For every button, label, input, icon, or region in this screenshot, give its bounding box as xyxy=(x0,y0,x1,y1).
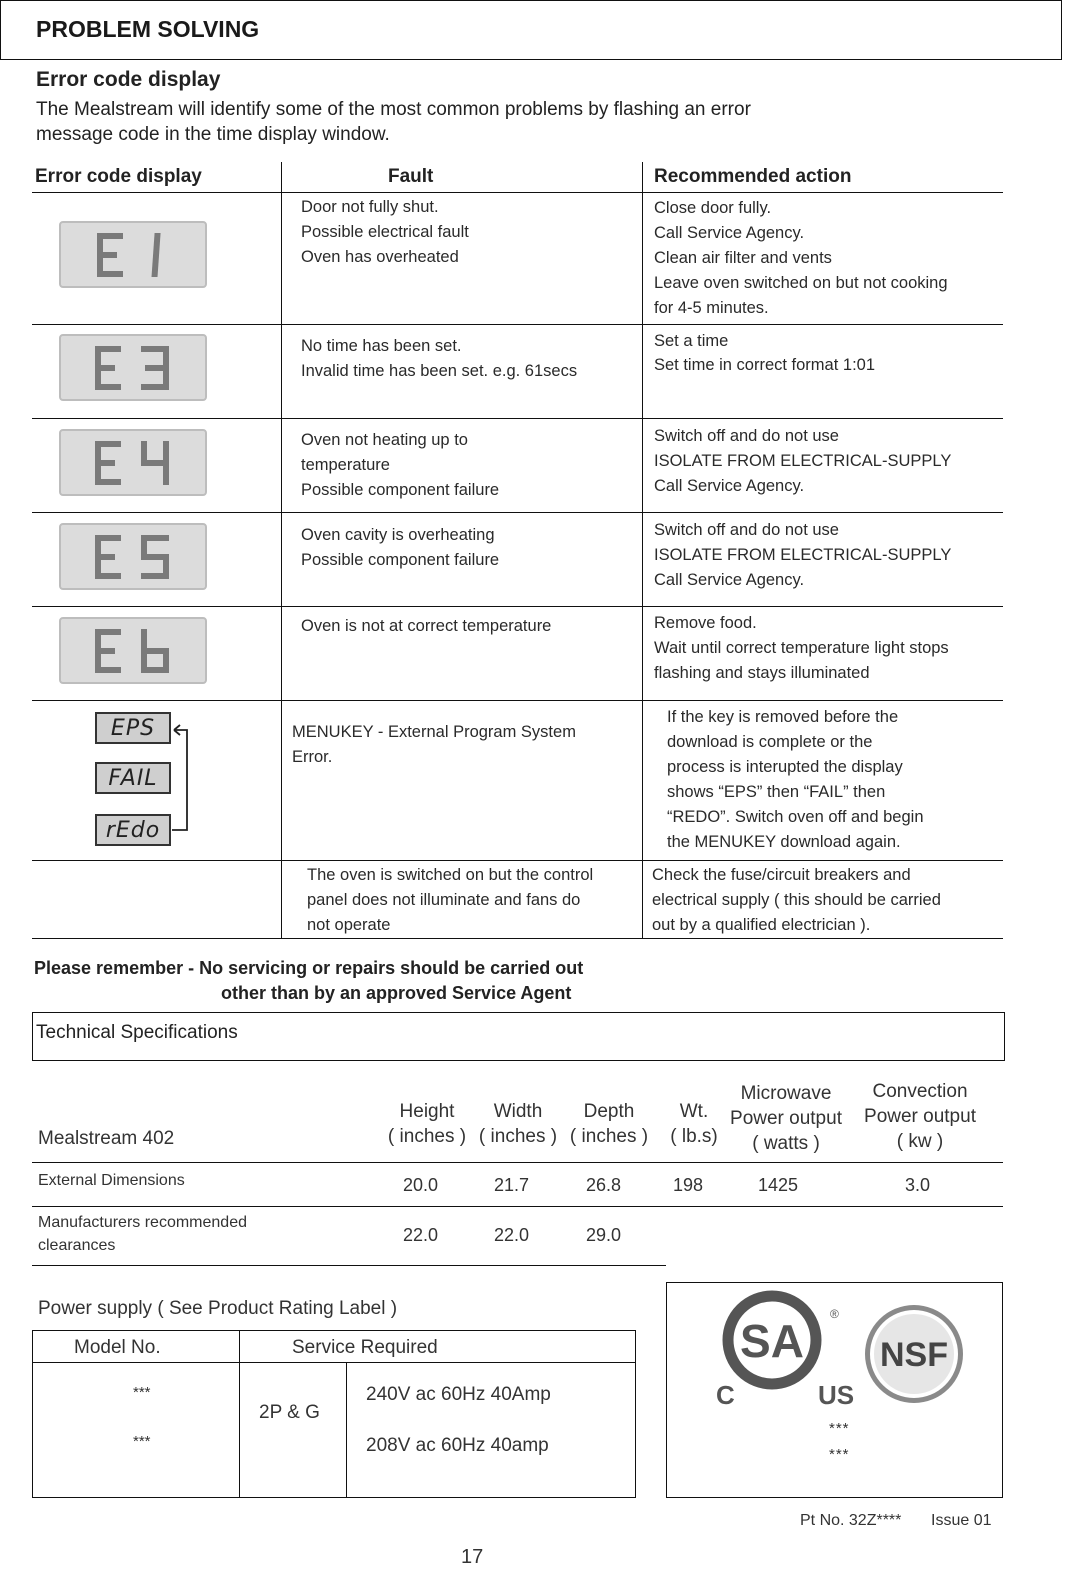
lcd-glyphs xyxy=(83,435,183,491)
error-code-display-e1 xyxy=(59,221,207,288)
service-value: 208V ac 60Hz 40amp xyxy=(366,1435,549,1456)
action-line: the MENUKEY download again. xyxy=(667,833,901,851)
action-cell xyxy=(654,424,951,499)
service-warning-line2: other than by an approved Service Agent xyxy=(221,983,572,1003)
fault-line: MENUKEY - External Program System xyxy=(292,723,576,741)
action-line: ISOLATE FROM ELECTRICAL-SUPPLY xyxy=(654,546,952,564)
spec-col-unit: ( inches ) xyxy=(387,1126,467,1147)
csa-mark: SA xyxy=(740,1315,804,1367)
table-divider xyxy=(239,1330,240,1498)
spec-value: 26.8 xyxy=(586,1175,622,1195)
table-divider xyxy=(642,162,643,938)
spec-value: 29.0 xyxy=(586,1225,622,1245)
table-rule xyxy=(32,192,1003,193)
lcd-glyphs xyxy=(83,529,183,585)
service-warning-line1: Please remember - No servicing or repairs should be carried out xyxy=(34,958,584,978)
spec-col-weight xyxy=(664,1099,724,1149)
spec-col-name: Height xyxy=(399,1101,455,1122)
table-rule xyxy=(32,1362,636,1363)
header-recommended-action: Recommended action xyxy=(654,166,852,187)
fault-line: Oven not heating up to xyxy=(301,431,468,449)
action-line: Set a time xyxy=(654,332,729,350)
header-model-no: Model No. xyxy=(74,1337,161,1358)
csa-c: C xyxy=(716,1380,735,1410)
display-fail: FAIL xyxy=(95,762,171,794)
fault-line: not operate xyxy=(307,916,391,934)
fault-line: Oven cavity is overheating xyxy=(301,526,495,544)
spec-row-label: External Dimensions xyxy=(38,1172,185,1189)
action-line: shows “EPS” then “FAIL” then xyxy=(667,783,886,801)
fault-line: Possible component failure xyxy=(301,481,500,499)
spec-col-unit: ( inches ) xyxy=(478,1126,558,1147)
action-cell xyxy=(654,611,949,686)
table-rule xyxy=(32,700,1003,701)
fault-line: Invalid time has been set. e.g. 61secs xyxy=(301,362,578,380)
table-rule xyxy=(32,606,1003,607)
action-line: If the key is removed before the xyxy=(667,708,899,726)
table-rule xyxy=(32,418,1003,419)
action-line: “REDO”. Switch oven off and begin xyxy=(667,808,924,826)
fault-line: Error. xyxy=(292,748,333,766)
fault-line: Possible component failure xyxy=(301,551,500,569)
spec-row-label-line: Manufacturers recommended xyxy=(38,1214,247,1231)
spec-col-name: Wt. xyxy=(679,1101,709,1122)
spec-col-name: Power output xyxy=(730,1108,842,1129)
action-cell xyxy=(652,863,941,938)
cert-code: *** xyxy=(829,1446,850,1463)
spec-col-convection xyxy=(858,1079,982,1154)
lcd-glyphs xyxy=(83,340,183,396)
fault-line: panel does not illuminate and fans do xyxy=(307,891,581,909)
display-redo: rEdo xyxy=(95,814,171,846)
csa-logo-icon xyxy=(710,1290,860,1410)
action-line: download is complete or the xyxy=(667,733,873,751)
model-number: *** xyxy=(133,1433,151,1450)
fault-line: Possible electrical fault xyxy=(301,223,469,241)
fault-cell xyxy=(301,428,499,503)
fault-cell xyxy=(301,195,469,270)
spec-col-height xyxy=(382,1099,472,1149)
spec-col-name: Depth xyxy=(583,1101,635,1122)
spec-row-label-line: clearances xyxy=(38,1237,116,1254)
fault-line: temperature xyxy=(301,456,390,474)
lcd-glyphs xyxy=(83,227,183,283)
spec-col-unit: ( kw ) xyxy=(896,1131,944,1152)
part-number: Pt No. 32Z**** xyxy=(800,1512,902,1529)
action-line: Call Service Agency. xyxy=(654,224,805,242)
spec-value: 198 xyxy=(673,1175,704,1195)
spec-col-name: Microwave xyxy=(740,1083,832,1104)
action-line: Clean air filter and vents xyxy=(654,249,832,267)
poles-value: 2P & G xyxy=(259,1402,320,1423)
fault-cell xyxy=(301,523,499,573)
error-code-display-e3 xyxy=(59,334,207,401)
spec-value: 20.0 xyxy=(403,1175,439,1195)
spec-col-name: Convection xyxy=(872,1081,968,1102)
table-rule xyxy=(32,1206,1003,1207)
spec-col-name: Power output xyxy=(864,1106,976,1127)
nsf-logo-icon xyxy=(862,1302,966,1406)
table-rule xyxy=(32,938,1003,939)
tech-spec-title: Technical Specifications xyxy=(36,1022,238,1043)
spec-value: 1425 xyxy=(758,1175,799,1195)
spec-row-label xyxy=(38,1211,247,1257)
spec-value: 22.0 xyxy=(403,1225,439,1245)
spec-col-name: Width xyxy=(493,1101,543,1122)
intro-line: The Mealstream will identify some of the most common problems by flashing an error xyxy=(36,99,751,120)
fault-line: Oven is not at correct temperature xyxy=(301,617,552,635)
header-service-required: Service Required xyxy=(292,1337,438,1358)
error-section-intro xyxy=(36,97,856,147)
csa-us: US xyxy=(818,1380,855,1410)
fault-cell xyxy=(307,863,593,938)
spec-col-unit: ( watts ) xyxy=(752,1133,820,1154)
nsf-mark: NSF xyxy=(880,1336,948,1374)
action-cell xyxy=(654,196,948,321)
fault-line: The oven is switched on but the control xyxy=(307,866,594,884)
spec-col-unit: ( lb.s) xyxy=(670,1126,718,1147)
intro-line: message code in the time display window. xyxy=(36,124,390,145)
action-line: out by a qualified electrician ). xyxy=(652,916,871,934)
lcd-glyphs xyxy=(83,623,183,679)
fault-line: No time has been set. xyxy=(301,337,462,355)
header-fault: Fault xyxy=(388,166,434,187)
action-line: electrical supply ( this should be carried xyxy=(652,891,941,909)
action-line: ISOLATE FROM ELECTRICAL-SUPPLY xyxy=(654,452,952,470)
action-cell xyxy=(667,705,924,855)
action-line: Wait until correct temperature light stops xyxy=(654,639,949,657)
display-eps: EPS xyxy=(95,712,171,744)
spec-col-microwave xyxy=(724,1081,848,1156)
action-line: Switch off and do not use xyxy=(654,427,839,445)
action-line: Set time in correct format 1:01 xyxy=(654,356,876,374)
spec-value: 22.0 xyxy=(494,1225,530,1245)
fault-cell xyxy=(301,614,551,639)
action-line: Leave oven switched on but not cooking xyxy=(654,274,948,292)
service-value: 240V ac 60Hz 40Amp xyxy=(366,1384,551,1405)
loop-arrow-icon xyxy=(170,720,194,836)
action-line: Switch off and do not use xyxy=(654,521,839,539)
table-rule xyxy=(32,1162,1003,1163)
table-rule xyxy=(32,324,1003,325)
issue-number: Issue 01 xyxy=(931,1512,992,1529)
action-cell xyxy=(654,518,951,593)
model-number: *** xyxy=(133,1384,151,1401)
table-rule xyxy=(32,1265,666,1266)
fault-line: Oven has overheated xyxy=(301,248,459,266)
action-line: process is interupted the display xyxy=(667,758,903,776)
action-line: for 4-5 minutes. xyxy=(654,299,769,317)
spec-value: 3.0 xyxy=(905,1175,931,1195)
spec-col-unit: ( inches ) xyxy=(569,1126,649,1147)
model-name: Mealstream 402 xyxy=(38,1128,175,1149)
fault-line: Door not fully shut. xyxy=(301,198,439,216)
error-code-display-e5 xyxy=(59,523,207,590)
action-line: Check the fuse/circuit breakers and xyxy=(652,866,911,884)
error-code-display-eb xyxy=(59,617,207,684)
cert-code: *** xyxy=(829,1420,850,1437)
spec-col-width xyxy=(473,1099,563,1149)
fault-cell xyxy=(301,334,577,384)
power-supply-title: Power supply ( See Product Rating Label ) xyxy=(38,1298,398,1319)
registered-icon: ® xyxy=(830,1307,839,1321)
action-line: Remove food. xyxy=(654,614,757,632)
action-line: Call Service Agency. xyxy=(654,571,805,589)
action-line: Call Service Agency. xyxy=(654,477,805,495)
page-title: PROBLEM SOLVING xyxy=(36,16,260,42)
action-line: Close door fully. xyxy=(654,199,772,217)
action-cell xyxy=(654,329,875,377)
fault-cell xyxy=(292,720,576,770)
table-rule xyxy=(32,860,1003,861)
error-code-display-e4 xyxy=(59,429,207,496)
table-divider xyxy=(346,1363,347,1498)
table-rule xyxy=(32,512,1003,513)
page-number: 17 xyxy=(461,1546,484,1568)
action-line: flashing and stays illuminated xyxy=(654,664,870,682)
table-divider xyxy=(281,162,282,938)
spec-value: 21.7 xyxy=(494,1175,530,1195)
header-error-code: Error code display xyxy=(35,166,202,187)
spec-col-depth xyxy=(564,1099,654,1149)
error-section-title: Error code display xyxy=(36,68,221,91)
